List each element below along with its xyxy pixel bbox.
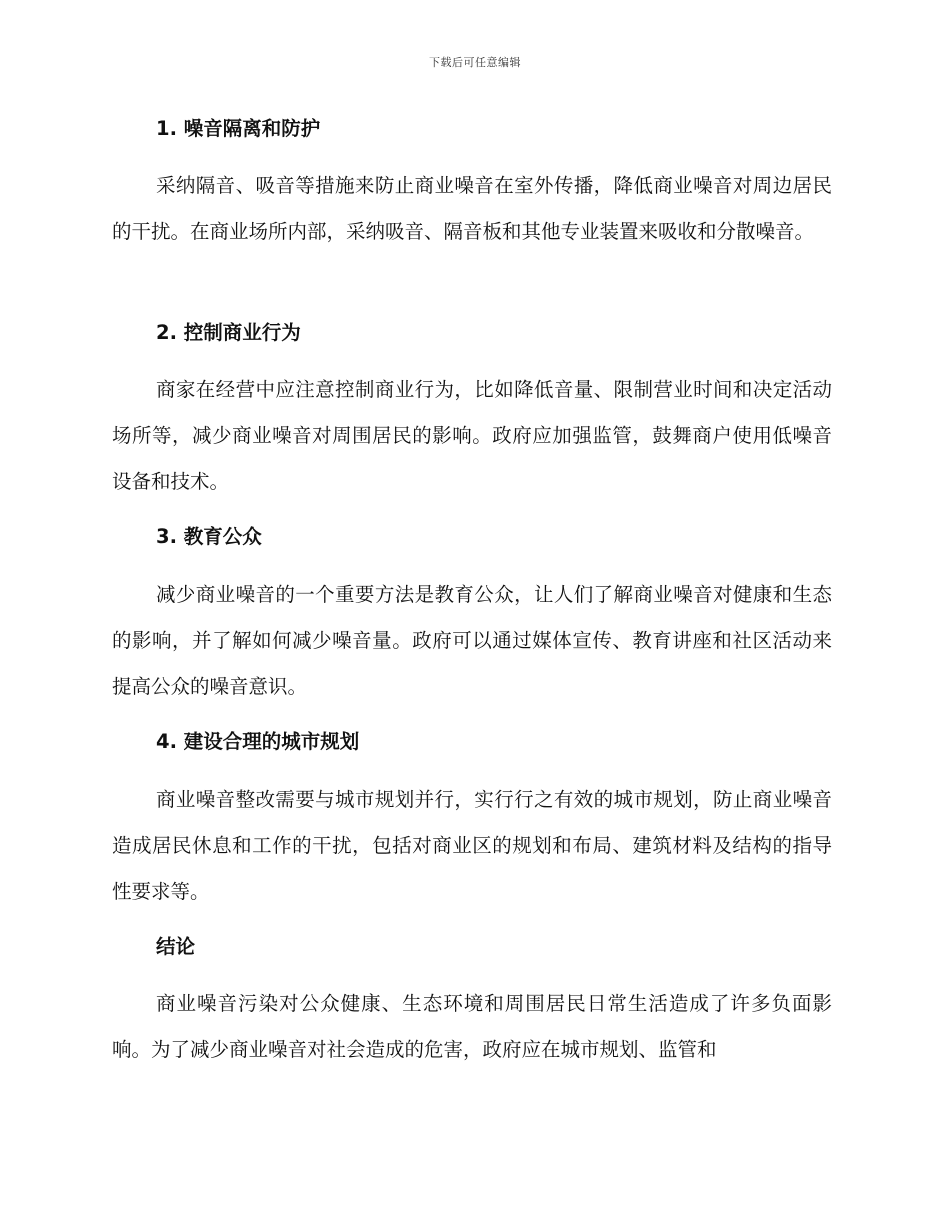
section-body-noise-isolation: 采纳隔音、吸音等措施来防止商业噪音在室外传播，降低商业噪音对周边居民的干扰。在商业场所内部，采纳吸音、隔音板和其他专业装置来吸收和分散噪音。 [112, 174, 832, 243]
section-body-educate-public: 减少商业噪音的一个重要方法是教育公众，让人们了解商业噪音对健康和生态的影响，并了解如何减少噪音量。政府可以通过媒体宣传、教育讲座和社区活动来提高公众的噪音意识。 [112, 583, 832, 698]
section-body-control-business: 商家在经营中应注意控制商业行为，比如降低音量、限制营业时间和决定活动场所等，减少商业噪音对周围居民的影响。政府应加强监管，鼓舞商户使用低噪音设备和技术。 [112, 378, 832, 493]
section-body-urban-planning: 商业噪音整改需要与城市规划并行，实行行之有效的城市规划，防止商业噪音造成居民休息和工作的干扰，包括对商业区的规划和布局、建筑材料及结构的指导性要求等。 [112, 788, 832, 903]
section-heading-noise-isolation: 1. 噪音隔离和防护 [156, 117, 321, 140]
section-heading-control-business: 2. 控制商业行为 [156, 321, 301, 344]
page-header: 下载后可任意编辑 [429, 56, 521, 69]
section-body-conclusion: 商业噪音污染对公众健康、生态环境和周围居民日常生活造成了许多负面影响。为了减少商业噪音对社会造成的危害，政府应在城市规划、监管和 [112, 992, 832, 1061]
section-heading-educate-public: 3. 教育公众 [156, 525, 262, 548]
section-heading-urban-planning: 4. 建设合理的城市规划 [156, 730, 360, 753]
section-heading-conclusion: 结论 [156, 935, 196, 958]
